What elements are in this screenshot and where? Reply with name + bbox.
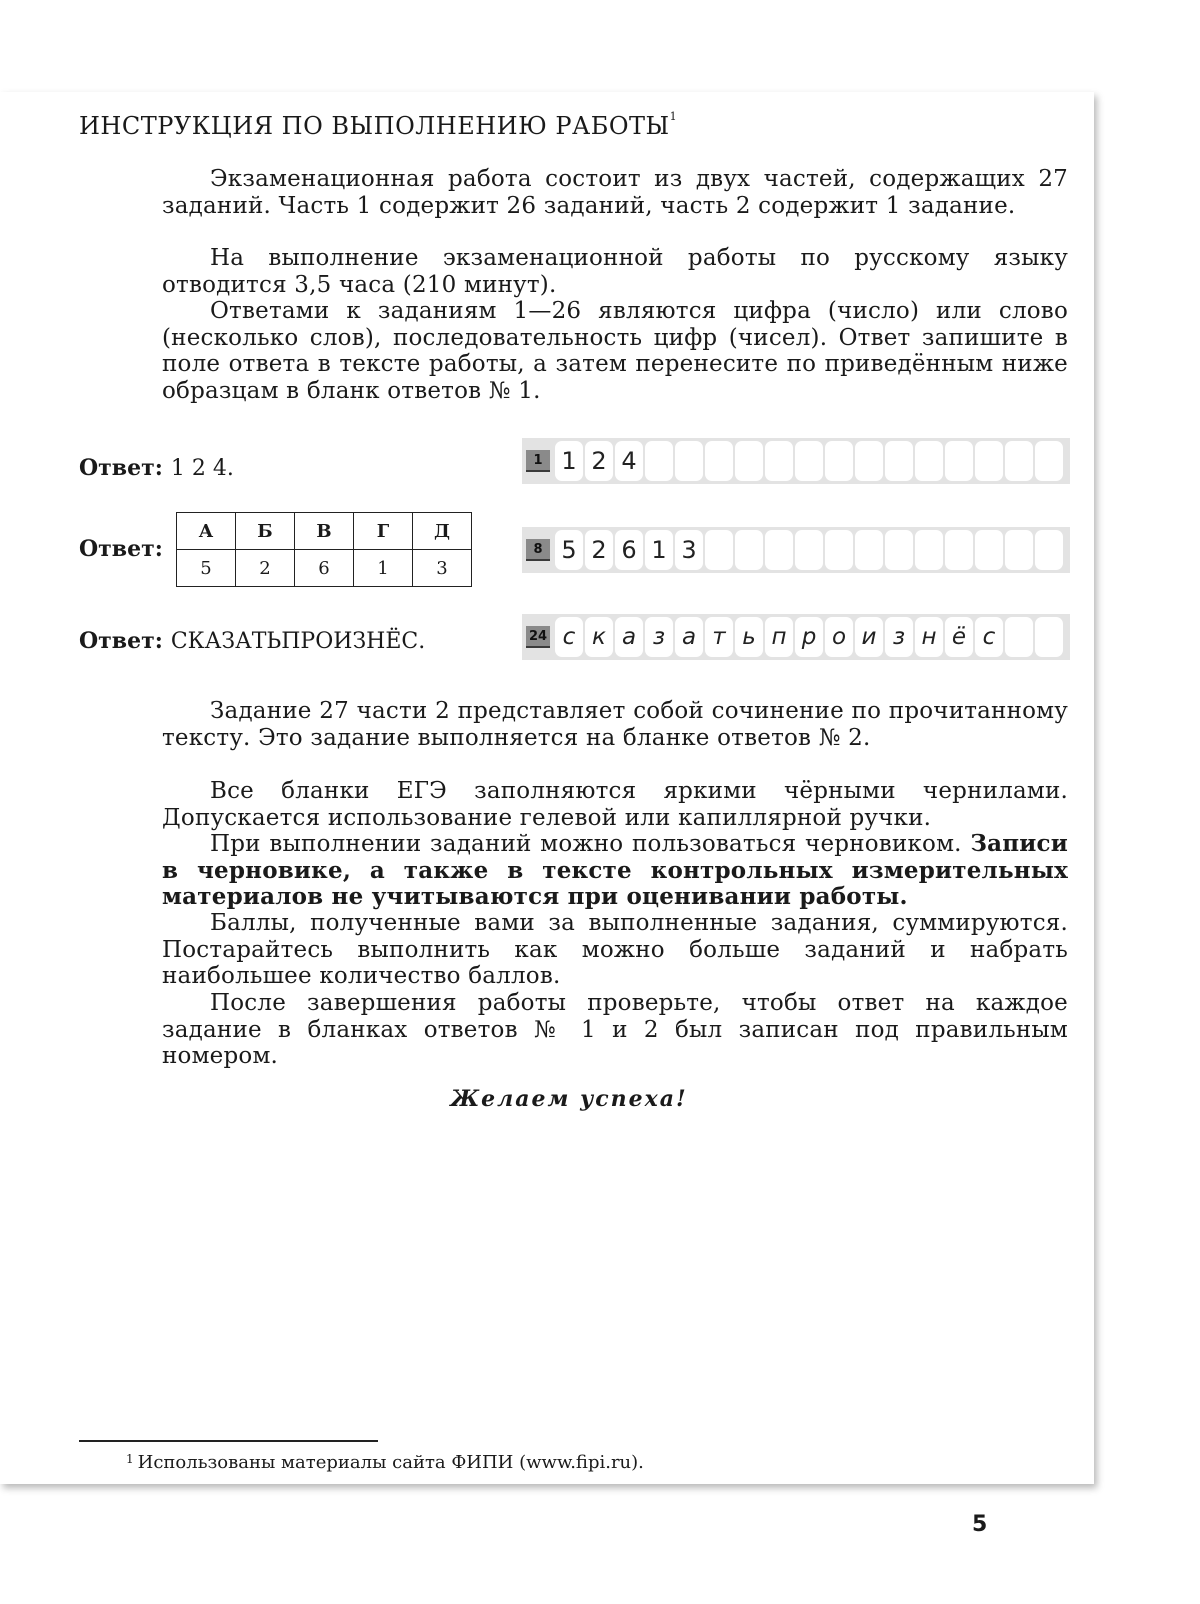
matching-table-value-cell: 1 bbox=[354, 550, 413, 587]
footnote-number: 1 bbox=[126, 1452, 134, 1466]
answer-cell: а bbox=[675, 617, 703, 657]
answer-cell bbox=[1035, 530, 1063, 570]
body-paragraph-1: Задание 27 части 2 представляет собой сочинение по прочитанному тексту. Это задание выполняется на бланке ответов № 2. bbox=[162, 698, 1068, 751]
answer-cell: н bbox=[915, 617, 943, 657]
footnote-mark: 1 bbox=[669, 110, 678, 123]
answer-cell: п bbox=[765, 617, 793, 657]
answer-cell bbox=[705, 530, 733, 570]
answer-cell bbox=[855, 441, 883, 481]
answer-cell bbox=[975, 530, 1003, 570]
matching-table-header-cell: А bbox=[177, 513, 236, 550]
answer-cell: 5 bbox=[555, 530, 583, 570]
answer-cell bbox=[765, 441, 793, 481]
answer-cell bbox=[675, 441, 703, 481]
answer-cells bbox=[555, 441, 1063, 481]
answer-cell: з bbox=[645, 617, 673, 657]
body-paragraph-5: После завершения работы проверьте, чтобы ответ на каждое задание в бланках ответов № 1 и 2 был записан под правильным номером. bbox=[162, 990, 1068, 1069]
answer-cell bbox=[885, 441, 913, 481]
answer-cell: а bbox=[615, 617, 643, 657]
answer-cell bbox=[795, 530, 823, 570]
answer-cell: с bbox=[555, 617, 583, 657]
bold-note: Записи в черновике, а также в тексте контрольных измерительных материалов не учитываются при оценивании работы. bbox=[162, 830, 1068, 910]
task-number-badge: 8 bbox=[526, 539, 550, 561]
answer-cell: 4 bbox=[615, 441, 643, 481]
intro-paragraph-3: Ответами к заданиям 1—26 являются цифра (число) или слово (несколько слов), последовательность цифр (чисел). Ответ запишите в поле ответа в тексте работы, а затем перенесите по приведённым ниже образцам в бланк ответов № 1. bbox=[162, 298, 1068, 404]
answer-cell bbox=[735, 441, 763, 481]
answer-label: Ответ: bbox=[79, 455, 163, 481]
intro-paragraph-2: На выполнение экзаменационной работы по русскому языку отводится 3,5 часа (210 минут). bbox=[162, 245, 1068, 298]
answer-grid-1 bbox=[522, 438, 1070, 484]
answer-cell bbox=[1035, 441, 1063, 481]
answer-cell bbox=[915, 530, 943, 570]
answer-cell: 3 bbox=[675, 530, 703, 570]
answer-cell: 2 bbox=[585, 441, 613, 481]
body-paragraph-3: При выполнении заданий можно пользоваться черновиком. Записи в черновике, а также в тексте контрольных измерительных материалов не учитываются при оценивании работы. bbox=[162, 830, 1068, 910]
page-number: 5 bbox=[972, 1512, 988, 1537]
matching-table-value-cell: 2 bbox=[236, 550, 295, 587]
matching-table bbox=[176, 512, 472, 587]
answer-grid-3 bbox=[522, 614, 1070, 660]
matching-table-value-cell: 6 bbox=[295, 550, 354, 587]
answer-cell bbox=[645, 441, 673, 481]
answer-cell bbox=[735, 530, 763, 570]
matching-table-header-cell: Г bbox=[354, 513, 413, 550]
answer-value: 1 2 4. bbox=[170, 456, 234, 481]
answer-grid-2 bbox=[522, 527, 1070, 573]
answer-cell bbox=[885, 530, 913, 570]
answer-cell: ь bbox=[735, 617, 763, 657]
matching-table-header-cell: Д bbox=[413, 513, 472, 550]
answer-example-1 bbox=[79, 455, 234, 481]
answer-cell bbox=[945, 530, 973, 570]
answer-label: Ответ: bbox=[79, 628, 163, 654]
answer-cell bbox=[975, 441, 1003, 481]
answer-example-3 bbox=[79, 628, 425, 654]
answer-cell bbox=[1005, 441, 1033, 481]
answer-cell bbox=[765, 530, 793, 570]
matching-table-header-row bbox=[177, 513, 472, 550]
answer-cell bbox=[1005, 617, 1033, 657]
matching-table-value-cell: 3 bbox=[413, 550, 472, 587]
answer-cell: 1 bbox=[555, 441, 583, 481]
matching-table-header-cell: В bbox=[295, 513, 354, 550]
body-paragraph-4: Баллы, полученные вами за выполненные задания, суммируются. Постарайтесь выполнить как можно больше заданий и набрать наибольшее количество баллов. bbox=[162, 910, 1068, 989]
answer-cell bbox=[1035, 617, 1063, 657]
answer-cell: ё bbox=[945, 617, 973, 657]
task-number-badge: 24 bbox=[526, 626, 550, 648]
closing-wish: Желаем успеха! bbox=[450, 1086, 688, 1112]
answer-cell bbox=[705, 441, 733, 481]
answer-cell bbox=[1005, 530, 1033, 570]
matching-table-value-cell: 5 bbox=[177, 550, 236, 587]
answer-cell: 6 bbox=[615, 530, 643, 570]
answer-cell: т bbox=[705, 617, 733, 657]
answer-cells bbox=[555, 530, 1063, 570]
answer-cell: з bbox=[885, 617, 913, 657]
answer-cell bbox=[795, 441, 823, 481]
answer-cell: о bbox=[825, 617, 853, 657]
body-paragraph-2: Все бланки ЕГЭ заполняются яркими чёрными чернилами. Допускается использование гелевой или капиллярной ручки. bbox=[162, 778, 1068, 831]
task-number-badge: 1 bbox=[526, 450, 550, 472]
answer-cell: и bbox=[855, 617, 883, 657]
answer-cell: с bbox=[975, 617, 1003, 657]
answer-cells bbox=[555, 617, 1063, 657]
answer-cell bbox=[855, 530, 883, 570]
answer-cell: к bbox=[585, 617, 613, 657]
answer-cell: 1 bbox=[645, 530, 673, 570]
footnote-divider bbox=[79, 1440, 378, 1442]
page-title: ИНСТРУКЦИЯ ПО ВЫПОЛНЕНИЮ РАБОТЫ$^1$ bbox=[79, 110, 678, 140]
footnote: $^1$ Использованы материалы сайта ФИПИ (www.fipi.ru). bbox=[126, 1452, 644, 1473]
answer-cell: 2 bbox=[585, 530, 613, 570]
answer-cell: р bbox=[795, 617, 823, 657]
answer-example-2 bbox=[79, 536, 163, 562]
answer-cell bbox=[915, 441, 943, 481]
matching-table-value-row bbox=[177, 550, 472, 587]
answer-cell bbox=[945, 441, 973, 481]
answer-cell bbox=[825, 441, 853, 481]
answer-label: Ответ: bbox=[79, 536, 163, 562]
answer-cell bbox=[825, 530, 853, 570]
intro-paragraph-1: Экзаменационная работа состоит из двух частей, содержащих 27 заданий. Часть 1 содержит 26 заданий, часть 2 содержит 1 задание. bbox=[162, 166, 1068, 219]
answer-value: СКАЗАТЬПРОИЗНЁС. bbox=[170, 629, 426, 654]
matching-table-header-cell: Б bbox=[236, 513, 295, 550]
